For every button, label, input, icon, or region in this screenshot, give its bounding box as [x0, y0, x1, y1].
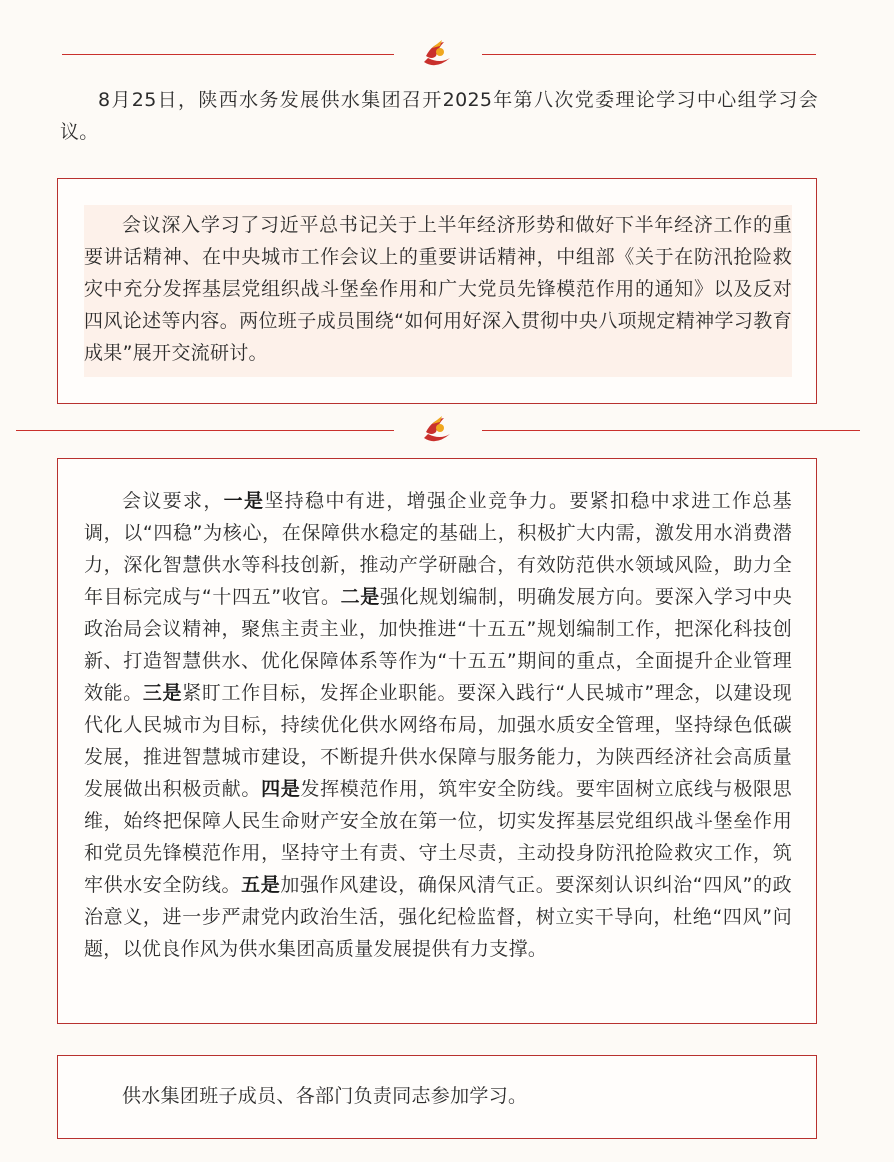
requirement-marker-2: 二是 [340, 586, 380, 608]
section-divider-middle [0, 410, 894, 450]
requirement-marker-5: 五是 [241, 874, 281, 896]
requirements-paragraph [84, 485, 792, 965]
requirements-box [57, 458, 817, 1024]
party-emblem-icon [418, 412, 454, 448]
divider-line-left [62, 54, 394, 55]
divider-line-right [482, 54, 816, 55]
study-content-box [57, 178, 817, 404]
attendees-paragraph: 供水集团班子成员、各部门负责同志参加学习。 [122, 1085, 528, 1107]
requirement-marker-4: 四是 [261, 778, 301, 800]
requirement-marker-3: 三是 [142, 682, 183, 704]
attendees-box [57, 1055, 817, 1139]
study-content-paragraph: 会议深入学习了习近平总书记关于上半年经济形势和做好下半年经济工作的重要讲话精神、在中央城市工作会议上的重要讲话精神，中组部《关于在防汛抢险救灾中充分发挥基层党组织战斗堡垒作用和广大党员先锋模范作用的通知》以及反对四风论述等内容。两位班子成员围绕“如何用好深入贯彻中央八项规定精神学习教育成果”展开交流研讨。 [84, 214, 792, 364]
requirement-text-2: 强化规划编制，明确发展方向。要深入学习中央政治局会议精神，聚焦主责主业，加快推进“十五五”规划编制工作，把深化科技创新、打造智慧供水、优化保障体系等作为“十五五”期间的重点，全面提升企业管理效能。 [84, 586, 792, 704]
requirement-text-5: 加强作风建设，确保风清气正。要深刻认识纠治“四风”的政治意义，进一步严肃党内政治生活，强化纪检监督，树立实干导向，杜绝“四风”问题，以优良作风为供水集团高质量发展提供有力支撑。 [84, 874, 792, 960]
party-emblem-icon [418, 36, 454, 72]
requirement-text-4: 发挥模范作用，筑牢安全防线。要牢固树立底线与极限思维，始终把保障人民生命财产安全放在第一位，切实发挥基层党组织战斗堡垒作用和党员先锋模范作用，坚持守土有责、守土尽责，主动投身防汛抢险救灾工作，筑牢供水安全防线。 [84, 778, 792, 896]
requirement-text-3: 紧盯工作目标，发挥企业职能。要深入践行“人民城市”理念，以建设现代化人民城市为目标，持续优化供水网络布局，加强水质安全管理，坚持绿色低碳发展，推进智慧城市建设，不断提升供水保障与服务能力，为陕西经济社会高质量发展做出积极贡献。 [84, 682, 792, 800]
intro-paragraph: 8月25日，陕西水务发展供水集团召开2025年第八次党委理论学习中心组学习会议。 [60, 89, 818, 143]
requirements-lead: 会议要求， [122, 490, 224, 512]
requirement-marker-1: 一是 [223, 490, 265, 512]
section-divider-top [0, 34, 894, 74]
divider-line-right [482, 430, 860, 431]
requirement-text-1: 坚持稳中有进，增强企业竞争力。要紧扣稳中求进工作总基调，以“四稳”为核心，在保障供水稳定的基础上，积极扩大内需，激发用水消费潜力，深化智慧供水等科技创新，推动产学研融合，有效防范供水领域风险，助力全年目标完成与“十四五”收官。 [84, 490, 792, 608]
divider-line-left [16, 430, 394, 431]
